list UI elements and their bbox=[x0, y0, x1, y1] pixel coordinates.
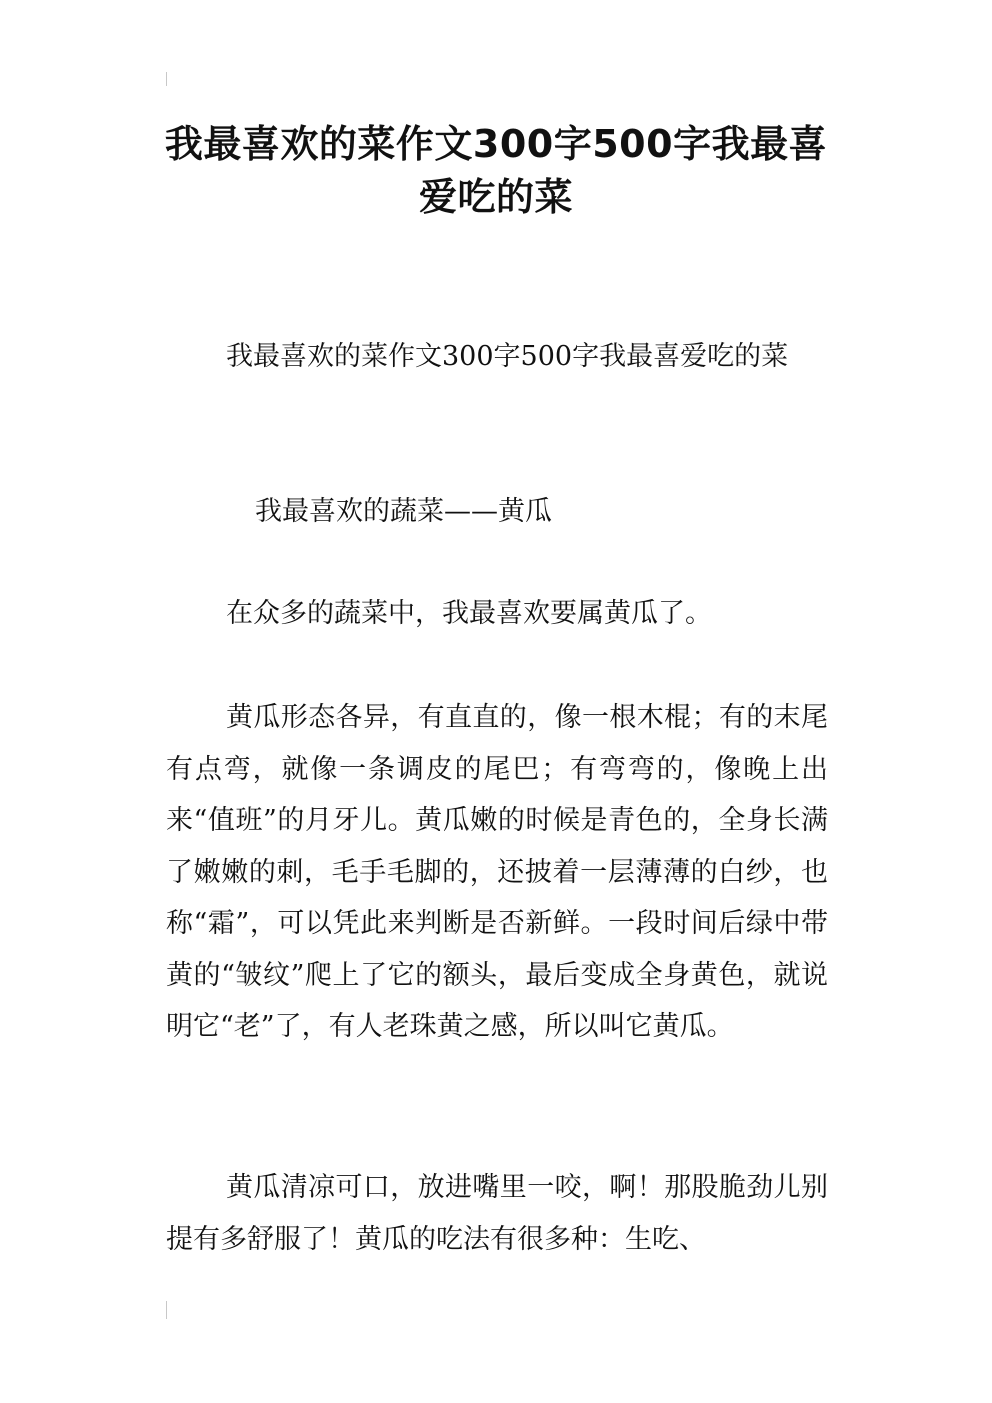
paragraph-2: 黄瓜形态各异，有直直的，像一根木棍；有的末尾有点弯，就像一条调皮的尾巴；有弯弯的，像晚上出来“值班”的月牙儿。黄瓜嫩的时候是青色的，全身长满了嫩嫩的刺，毛手毛脚的，还披着一层薄薄的白纱，也称“霜”，可以凭此来判断是否新鲜。一段时间后绿中带黄的“皱纹”爬上了它的额头，最后变成全身黄色，就说明它“老”了，有人老珠黄之感，所以叫它黄瓜。 bbox=[166, 702, 828, 1042]
page-corner-mark-bottom bbox=[166, 1301, 167, 1319]
paragraph-1: 在众多的蔬菜中，我最喜欢要属黄瓜了。 bbox=[226, 598, 712, 629]
paragraph-3: 黄瓜清凉可口，放进嘴里一咬，啊！那股脆劲儿别提有多舒服了！黄瓜的吃法有很多种：生吃、 bbox=[166, 1172, 828, 1255]
page-corner-mark-top bbox=[166, 72, 167, 86]
intro-paragraph: 我最喜欢的菜作文300字500字我最喜爱吃的菜 bbox=[226, 341, 789, 372]
essay-subtitle: 我最喜欢的蔬菜——黄瓜 bbox=[255, 496, 552, 527]
document-title: 我最喜欢的菜作文300字500字我最喜爱吃的菜 bbox=[164, 122, 828, 219]
